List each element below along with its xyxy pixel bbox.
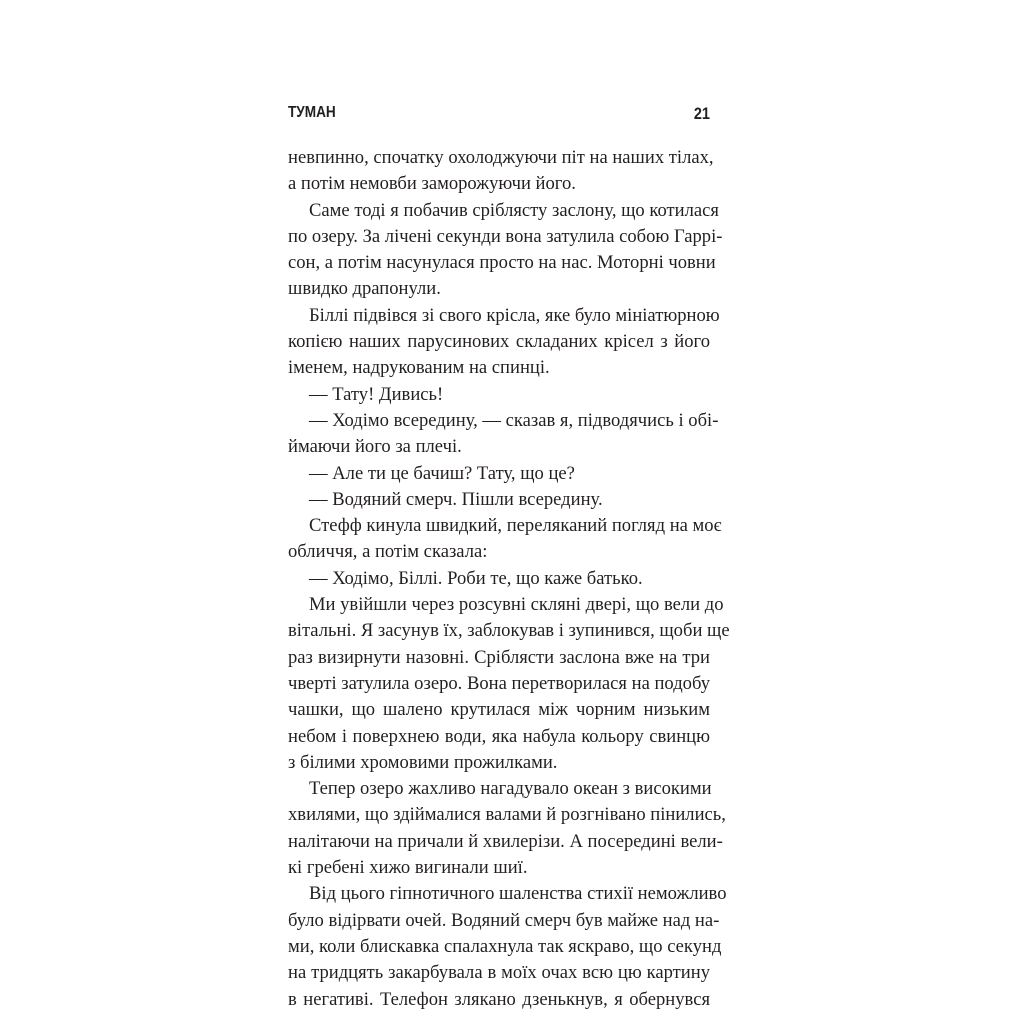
text-line: вітальні. Я засунув їх, заблокував і зупинився, щоби ще [288, 620, 730, 642]
paragraph [288, 461, 710, 487]
text-line: по озеру. За лічені секунди вона затулила собою Гаррі- [288, 225, 723, 247]
text-line: обличчя, а потім сказала: [288, 541, 488, 563]
text-line: ймаючи його за плечі. [288, 436, 462, 458]
paragraph [288, 303, 720, 382]
text-line: небом і поверхнею води, яка набула кольору свинцю [288, 725, 710, 747]
text-line: Від цього гіпнотичного шаленства стихії неможливо [309, 883, 727, 905]
text-line: іменем, надрукованим на спинці. [288, 357, 550, 379]
text-line: чверті затулила озеро. Вона перетворилася на подобу [288, 672, 710, 694]
text-line: Тепер озеро жахливо нагадувало океан з високими [309, 778, 712, 800]
text-line: раз визирнути назовні. Сріблясти заслона вже на три [288, 646, 710, 668]
text-line: Стефф кинула швидкий, переляканий погляд на моє [309, 515, 722, 537]
text-line: швидко драпонули. [288, 278, 441, 300]
text-line: сон, а потім насунулася просто на нас. Моторні човни [288, 252, 716, 274]
body-text [288, 145, 730, 1013]
running-header [288, 104, 710, 128]
paragraph [288, 382, 710, 408]
paragraph [288, 881, 727, 1012]
text-line: — Ходімо, Біллі. Роби те, що каже батько. [309, 567, 643, 589]
text-line: чашки, що шалено крутилася між чорним низьким [288, 699, 710, 721]
text-line: — Тату! Дивись! [309, 383, 444, 405]
text-line: на тридцять закарбувала в моїх очах всю цю картину [288, 962, 710, 984]
text-line: налітаючи на причали й хвилерізи. А посередині вели- [288, 830, 723, 852]
text-line: невпинно, спочатку охолоджуючи піт на наших тілах, [288, 147, 714, 168]
text-line: ми, коли блискавка спалахнула так яскраво, що секунд [288, 935, 722, 957]
text-line: — Водяний смерч. Пішли всередину. [309, 488, 603, 510]
text-line: Саме тоді я побачив сріблясту заслону, що котилася [309, 199, 719, 221]
text-line: Ми увійшли через розсувні скляні двері, що вели до [309, 594, 724, 616]
text-line: — Але ти це бачиш? Тату, що це? [309, 462, 575, 484]
text-line: а потім немовби заморожуючи його. [288, 173, 576, 195]
text-line: кі гребені хижо вигинали шиї. [288, 857, 528, 879]
text-line: — Ходімо всередину, — сказав я, підводячись і обі- [309, 409, 719, 431]
text-line: з білими хромовими прожилками. [288, 751, 558, 773]
paragraph [288, 145, 714, 198]
paragraph [288, 513, 722, 566]
text-line: копією наших парусинових складаних крісел з його [288, 331, 710, 353]
text-line: хвилями, що здіймалися валами й розгнівано пінились, [288, 804, 726, 826]
paragraph [288, 592, 730, 776]
running-title: ТУМАН [288, 104, 336, 121]
paragraph [288, 487, 710, 513]
text-line: в негативі. Телефон злякано дзенькнув, я обернувся [288, 988, 710, 1010]
page-number: 21 [693, 104, 710, 123]
text-line: Біллі підвівся зі свого крісла, яке було мініатюрною [309, 304, 720, 326]
paragraph [288, 198, 723, 303]
paragraph [288, 776, 726, 881]
paragraph [288, 566, 710, 592]
paragraph [288, 408, 719, 461]
text-line: було відірвати очей. Водяний смерч був майже над на- [288, 909, 720, 931]
